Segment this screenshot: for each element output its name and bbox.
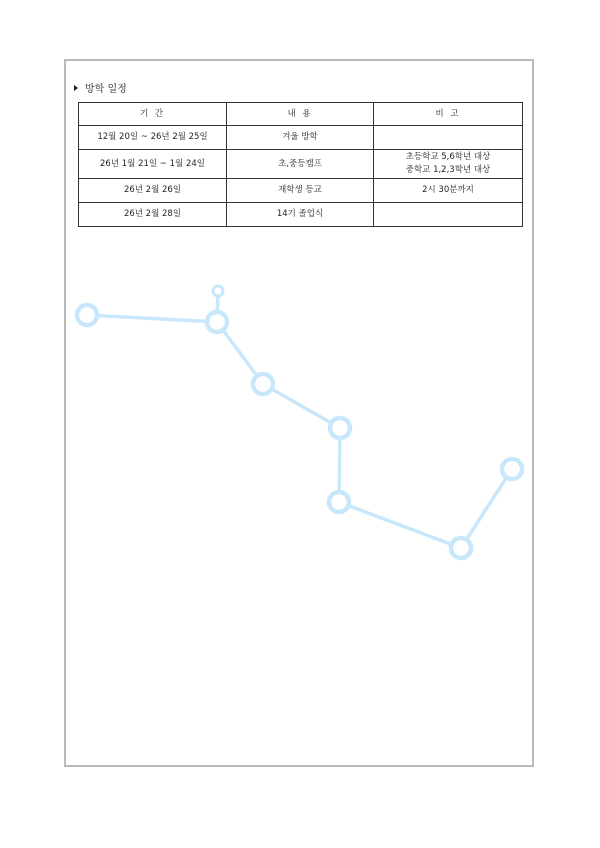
cell-content: 14기 졸업식 [227,203,374,227]
cell-content: 재학생 등교 [227,179,374,203]
section-title: 방학 일정 [85,84,127,95]
note-line: 초등학교 5,6학년 대상 [405,152,491,162]
header-note: 비 고 [374,103,523,126]
cell-period: 26년 2월 26일 [79,179,227,203]
constellation-line [263,384,340,428]
cell-period: 26년 2월 28일 [79,203,227,227]
note-line: 중학교 1,2,3학년 대상 [405,165,491,175]
cell-period: 12월 20일 ~ 26년 2월 25일 [79,126,227,150]
constellation-node [329,492,349,512]
cell-content: 겨울 방학 [227,126,374,150]
constellation-node [253,374,273,394]
constellation-line [87,315,217,322]
constellation-line [461,469,512,548]
constellation-node [213,286,223,296]
constellation-node [77,305,97,325]
constellation-node [502,459,522,479]
constellation-node [207,312,227,332]
constellation-lines [87,291,512,548]
constellation-node [330,418,350,438]
header-period: 기 간 [79,103,227,126]
cell-content: 초,중등캠프 [227,150,374,179]
constellation-line [339,502,461,548]
header-content: 내 용 [227,103,374,126]
cell-period: 26년 1월 21일 ~ 1월 24일 [79,150,227,179]
constellation-nodes [77,286,522,558]
constellation-node [451,538,471,558]
note-line: 2시 30분까지 [422,185,474,195]
